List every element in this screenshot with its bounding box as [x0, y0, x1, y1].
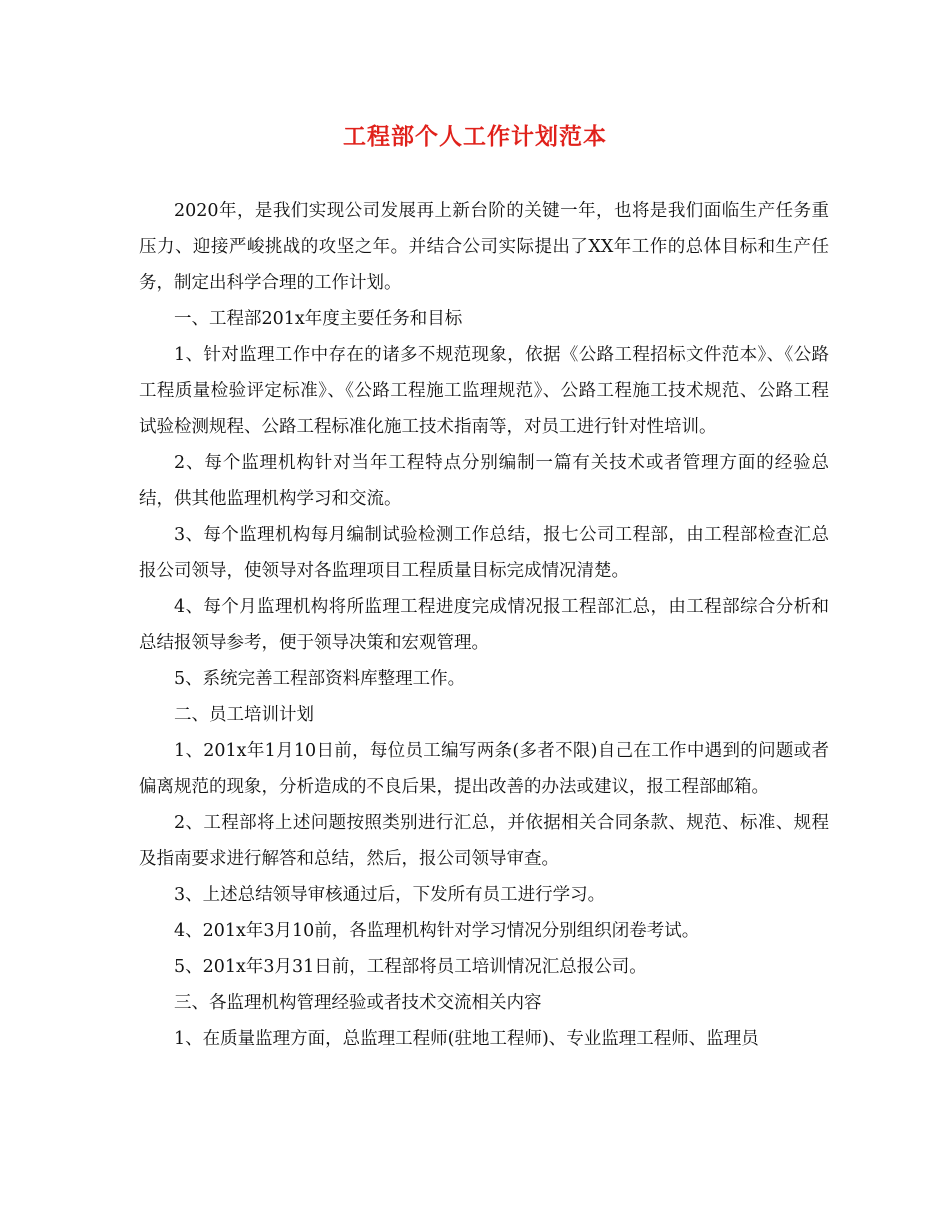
- heading-section-1: 一、工程部201x年度主要任务和目标: [174, 309, 463, 329]
- paragraph-item: 5、系统完善工程部资料库整理工作。: [174, 669, 466, 689]
- heading-section-3: 三、各监理机构管理经验或者技术交流相关内容: [174, 993, 542, 1013]
- paragraph-item: 1、针对监理工作中存在的诸多不规范现象，依据《公路工程招标文件范本》、《公路工程质量检验评定标准》、《公路工程施工监理规范》、公路工程施工技术规范、公路工程试验检测规程、公路工程标准化施工技术指南等，对员工进行针对性培训。: [139, 345, 829, 437]
- heading-section-2: 二、员工培训计划: [174, 705, 314, 725]
- paragraph-item: 5、201x年3月31日前，工程部将员工培训情况汇总报公司。: [174, 957, 647, 977]
- document-body: [139, 193, 829, 1057]
- paragraph-item: 4、每个月监理机构将所监理工程进度完成情况报工程部汇总，由工程部综合分析和总结报领导参考，便于领导决策和宏观管理。: [139, 597, 829, 653]
- paragraph-item: 2、工程部将上述问题按照类别进行汇总，并依据相关合同条款、规范、标准、规程及指南要求进行解答和总结，然后，报公司领导审查。: [139, 813, 829, 869]
- paragraph-item: 2、每个监理机构针对当年工程特点分别编制一篇有关技术或者管理方面的经验总结，供其他监理机构学习和交流。: [139, 453, 829, 509]
- paragraph-intro: 2020年，是我们实现公司发展再上新台阶的关键一年，也将是我们面临生产任务重压力、迎接严峻挑战的攻坚之年。并结合公司实际提出了XX年工作的总体目标和生产任务，制定出科学合理的工作计划。: [139, 201, 829, 293]
- paragraph-item: 1、在质量监理方面，总监理工程师(驻地工程师)、专业监理工程师、监理员: [174, 1029, 759, 1049]
- paragraph-item: 3、每个监理机构每月编制试验检测工作总结，报七公司工程部，由工程部检查汇总报公司领导，使领导对各监理项目工程质量目标完成情况清楚。: [139, 525, 829, 581]
- document-title: 工程部个人工作计划范本: [343, 123, 607, 150]
- paragraph-item: 4、201x年3月10前，各监理机构针对学习情况分别组织闭卷考试。: [174, 921, 700, 941]
- paragraph-item: 1、201x年1月10日前，每位员工编写两条(多者不限)自己在工作中遇到的问题或者偏离规范的现象，分析造成的不良后果，提出改善的办法或建议，报工程部邮箱。: [139, 741, 829, 797]
- paragraph-item: 3、上述总结领导审核通过后，下发所有员工进行学习。: [174, 885, 606, 905]
